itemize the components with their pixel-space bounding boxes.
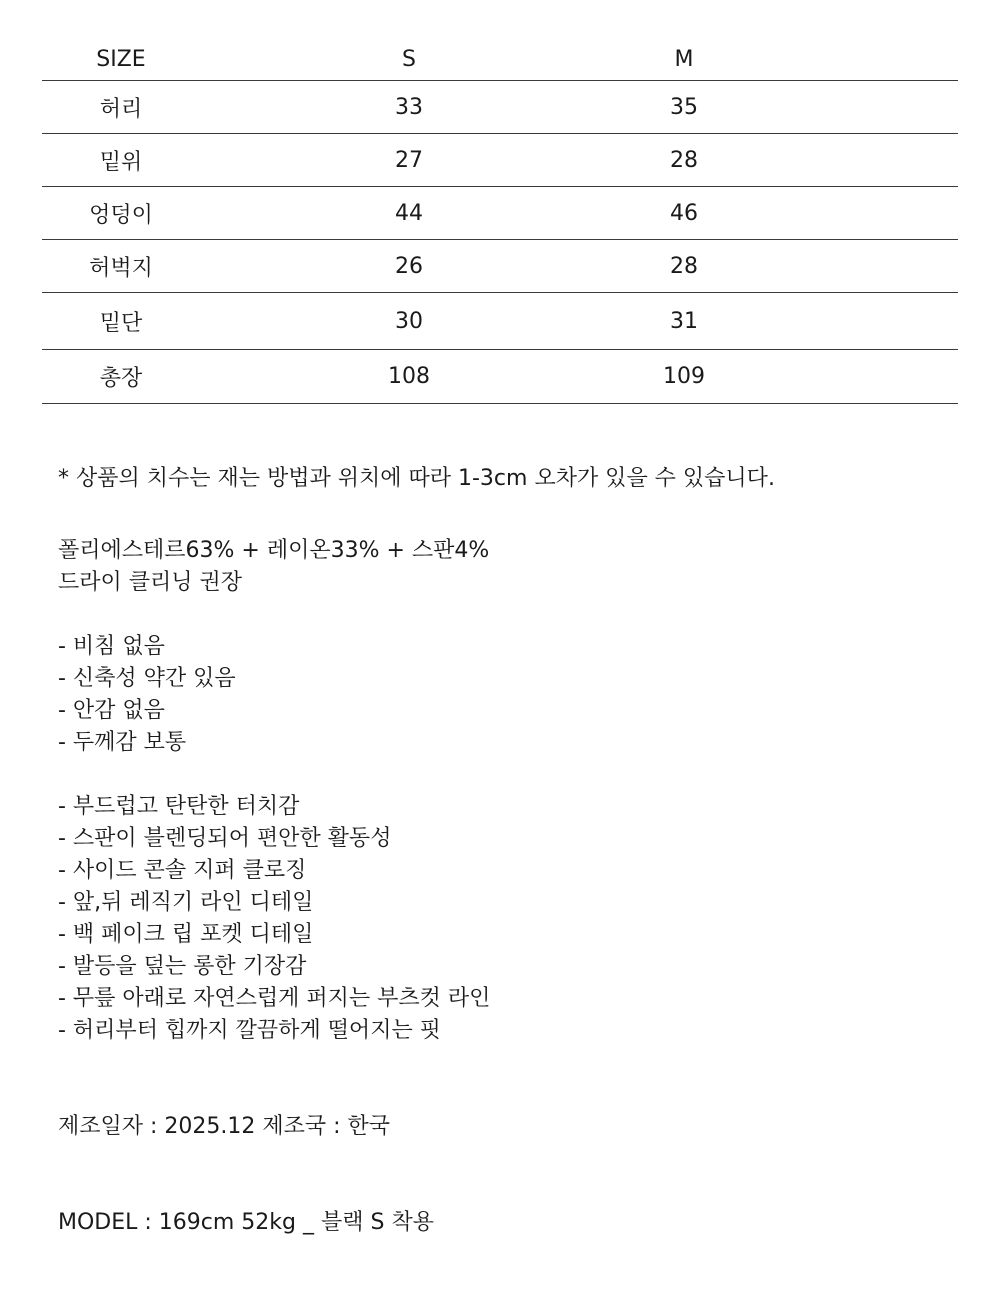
feature-item: - 백 페이크 립 포켓 디테일 — [58, 922, 314, 947]
row-label: 엉덩이 — [89, 202, 153, 228]
table-row — [42, 81, 958, 134]
row-value-m: 28 — [670, 253, 698, 279]
feature-item: - 사이드 콘솔 지퍼 클로징 — [58, 858, 307, 883]
row-value-m: 35 — [670, 94, 698, 120]
care-instruction: 드라이 클리닝 권장 — [58, 570, 243, 595]
table-row — [42, 293, 958, 350]
feature-item: - 무릎 아래로 자연스럽게 퍼지는 부츠컷 라인 — [58, 986, 491, 1011]
row-label: 밑위 — [99, 149, 143, 175]
row-value-s: 33 — [395, 94, 423, 120]
header-s: S — [402, 46, 416, 72]
size-table-header — [42, 38, 958, 81]
table-row — [42, 240, 958, 293]
property-item: - 신축성 약간 있음 — [58, 666, 236, 691]
row-value-m: 46 — [670, 200, 698, 226]
row-value-s: 26 — [395, 253, 423, 279]
feature-item: - 허리부터 힙까지 깔끔하게 떨어지는 핏 — [58, 1018, 441, 1043]
property-item: - 두께감 보통 — [58, 730, 187, 755]
header-m: M — [674, 46, 694, 72]
property-item: - 안감 없음 — [58, 698, 165, 723]
row-label: 밑단 — [99, 310, 143, 336]
feature-item: - 스판이 블렌딩되어 편안한 활동성 — [58, 826, 392, 851]
fabric-composition: 폴리에스테르63% + 레이온33% + 스판4% — [58, 538, 490, 563]
feature-item: - 부드럽고 탄탄한 터치감 — [58, 794, 300, 819]
row-value-m: 109 — [663, 364, 705, 389]
row-value-s: 30 — [395, 308, 423, 334]
model-info: MODEL : 169cm 52kg _ 블랙 S 착용 — [58, 1210, 434, 1235]
property-item: - 비침 없음 — [58, 634, 165, 659]
row-label: 허벅지 — [89, 255, 153, 281]
row-label: 총장 — [99, 366, 143, 391]
row-value-m: 28 — [670, 147, 698, 173]
table-row — [42, 134, 958, 187]
feature-item: - 앞,뒤 레직기 라인 디테일 — [58, 890, 314, 915]
header-size: SIZE — [96, 46, 146, 72]
measurement-disclaimer: * 상품의 치수는 재는 방법과 위치에 따라 1-3cm 오차가 있을 수 있습니다. — [58, 466, 775, 491]
feature-item: - 발등을 덮는 롱한 기장감 — [58, 954, 307, 979]
row-value-s: 108 — [388, 364, 430, 389]
row-label: 허리 — [99, 96, 143, 122]
row-value-s: 27 — [395, 147, 423, 173]
row-value-s: 44 — [395, 200, 423, 226]
table-row — [42, 350, 958, 404]
size-table — [42, 38, 958, 404]
table-row — [42, 187, 958, 240]
manufacture-info: 제조일자 : 2025.12 제조국 : 한국 — [58, 1114, 391, 1139]
row-value-m: 31 — [670, 308, 698, 334]
